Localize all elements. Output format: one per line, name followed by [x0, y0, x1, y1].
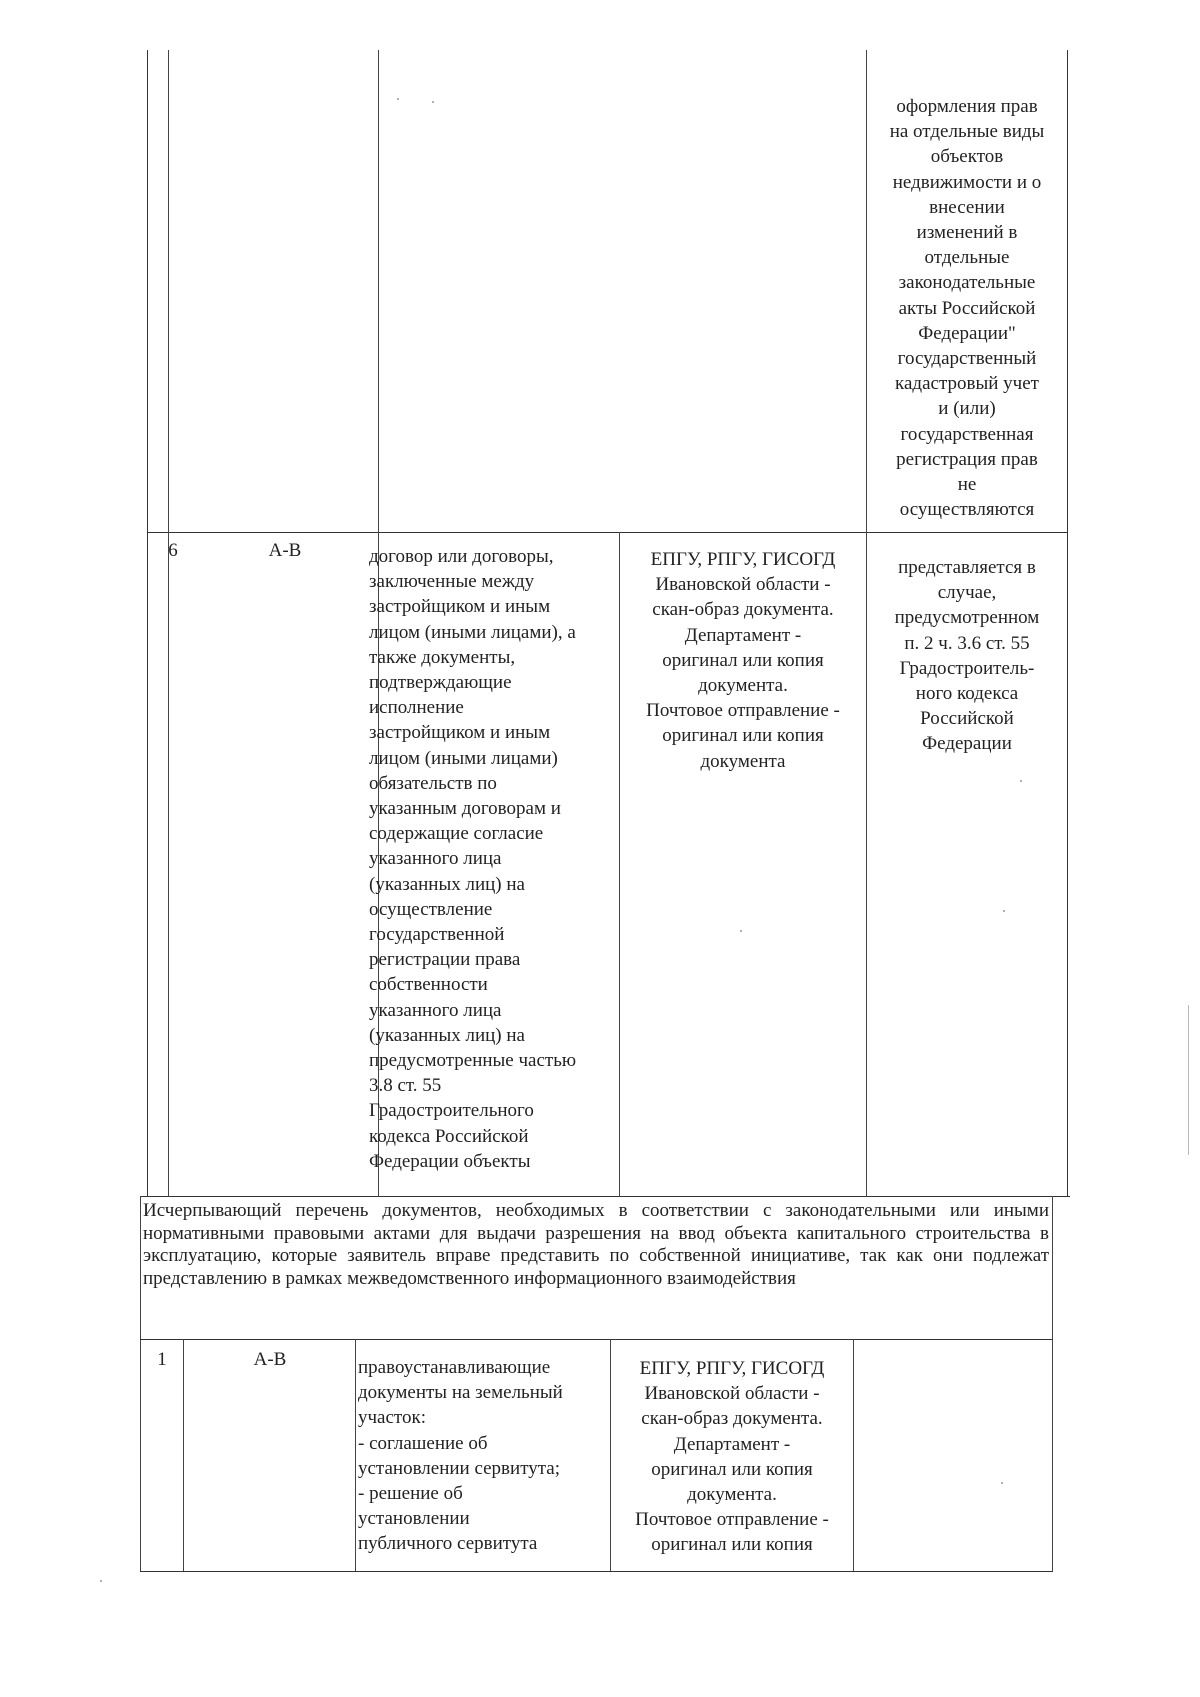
row-1-submission: ЕПГУ, РПГУ, ГИСОГД Ивановской области - скан-образ документа. Департамент - оригинал или копия документа. Почтовое отправление - оригинал или копия: [635, 1358, 829, 1556]
row-1-category: А-В: [253, 1349, 287, 1370]
scan-speck: [740, 930, 742, 932]
scan-speck: [397, 98, 399, 100]
col-divider-4: [866, 50, 867, 1197]
row-1-document: правоустанавливающие документы на земельный участок: - соглашение об установлении сервитута; - решение об установлении публичного сервитута: [358, 1357, 563, 1555]
row-6-document: договор или договоры, заключенные между застройщиком и иным лицом (иными лицами), а также документы, подтверждающие исполнение застройщиком и иным лицом (иными лицами) обязательств по указанным договорам и содержащие согласие указанного лица (указанных лиц) на осуществление государственной регистрации права собственности указанного лица (указанных лиц) на предусмотренные частью 3.8 ст. 55 Градостроительного кодекса Российской Федерации объекты: [369, 546, 577, 1172]
lower-col-divider-3: [610, 1339, 611, 1572]
lower-col-divider-4: [853, 1339, 854, 1572]
upper-table-bottom: [140, 1196, 1070, 1197]
row-6-number: 6: [168, 540, 178, 561]
lower-col-divider-2: [355, 1339, 356, 1572]
scan-edge-mark: [1188, 1005, 1189, 1155]
row-1-number: 1: [157, 1349, 167, 1370]
lower-table-bottom: [140, 1571, 1053, 1572]
col-divider-3: [619, 532, 620, 1197]
row-6-submission: ЕПГУ, РПГУ, ГИСОГД Ивановской области - скан-образ документа. Департамент - оригинал или копия документа. Почтовое отправление - оригинал или копия документа: [646, 549, 840, 772]
heading-bottom: [140, 1339, 1053, 1340]
heading-right-border: [1052, 1196, 1053, 1572]
row-6-category: А-В: [268, 540, 302, 561]
row-6-note: представляется в случае, предусмотренном п. 2 ч. 3.6 ст. 55 Градостроитель- ного кодекса Российской Федерации: [894, 557, 1040, 755]
scan-speck: [1003, 910, 1005, 912]
continued-note-cell: оформления прав на отдельные виды объектов недвижимости и о внесении изменений в отдельные законодательные акты Российской Федерации" государственный кадастровый учет и (или) государственная регистрация прав не осуществляются: [889, 96, 1045, 521]
lower-col-divider-1: [183, 1339, 184, 1572]
scan-speck: [1020, 780, 1022, 782]
heading-left-border: [140, 1196, 141, 1572]
section-heading: Исчерпывающий перечень документов, необходимых в соответствии с законодательными или иными нормативными правовыми актами для выдачи разрешения на ввод объекта капитального строительства в эксплуатацию, которые заявитель вправе представить по собственной инициативе, так как они подлежат представлению в рамках межведомственного информационного взаимодействия: [143, 1200, 1049, 1289]
scan-speck: [1001, 1482, 1003, 1484]
scan-speck: [432, 101, 434, 103]
row-divider: [147, 532, 1068, 533]
col-divider-1: [168, 50, 169, 1197]
scan-speck: [100, 1580, 102, 1582]
